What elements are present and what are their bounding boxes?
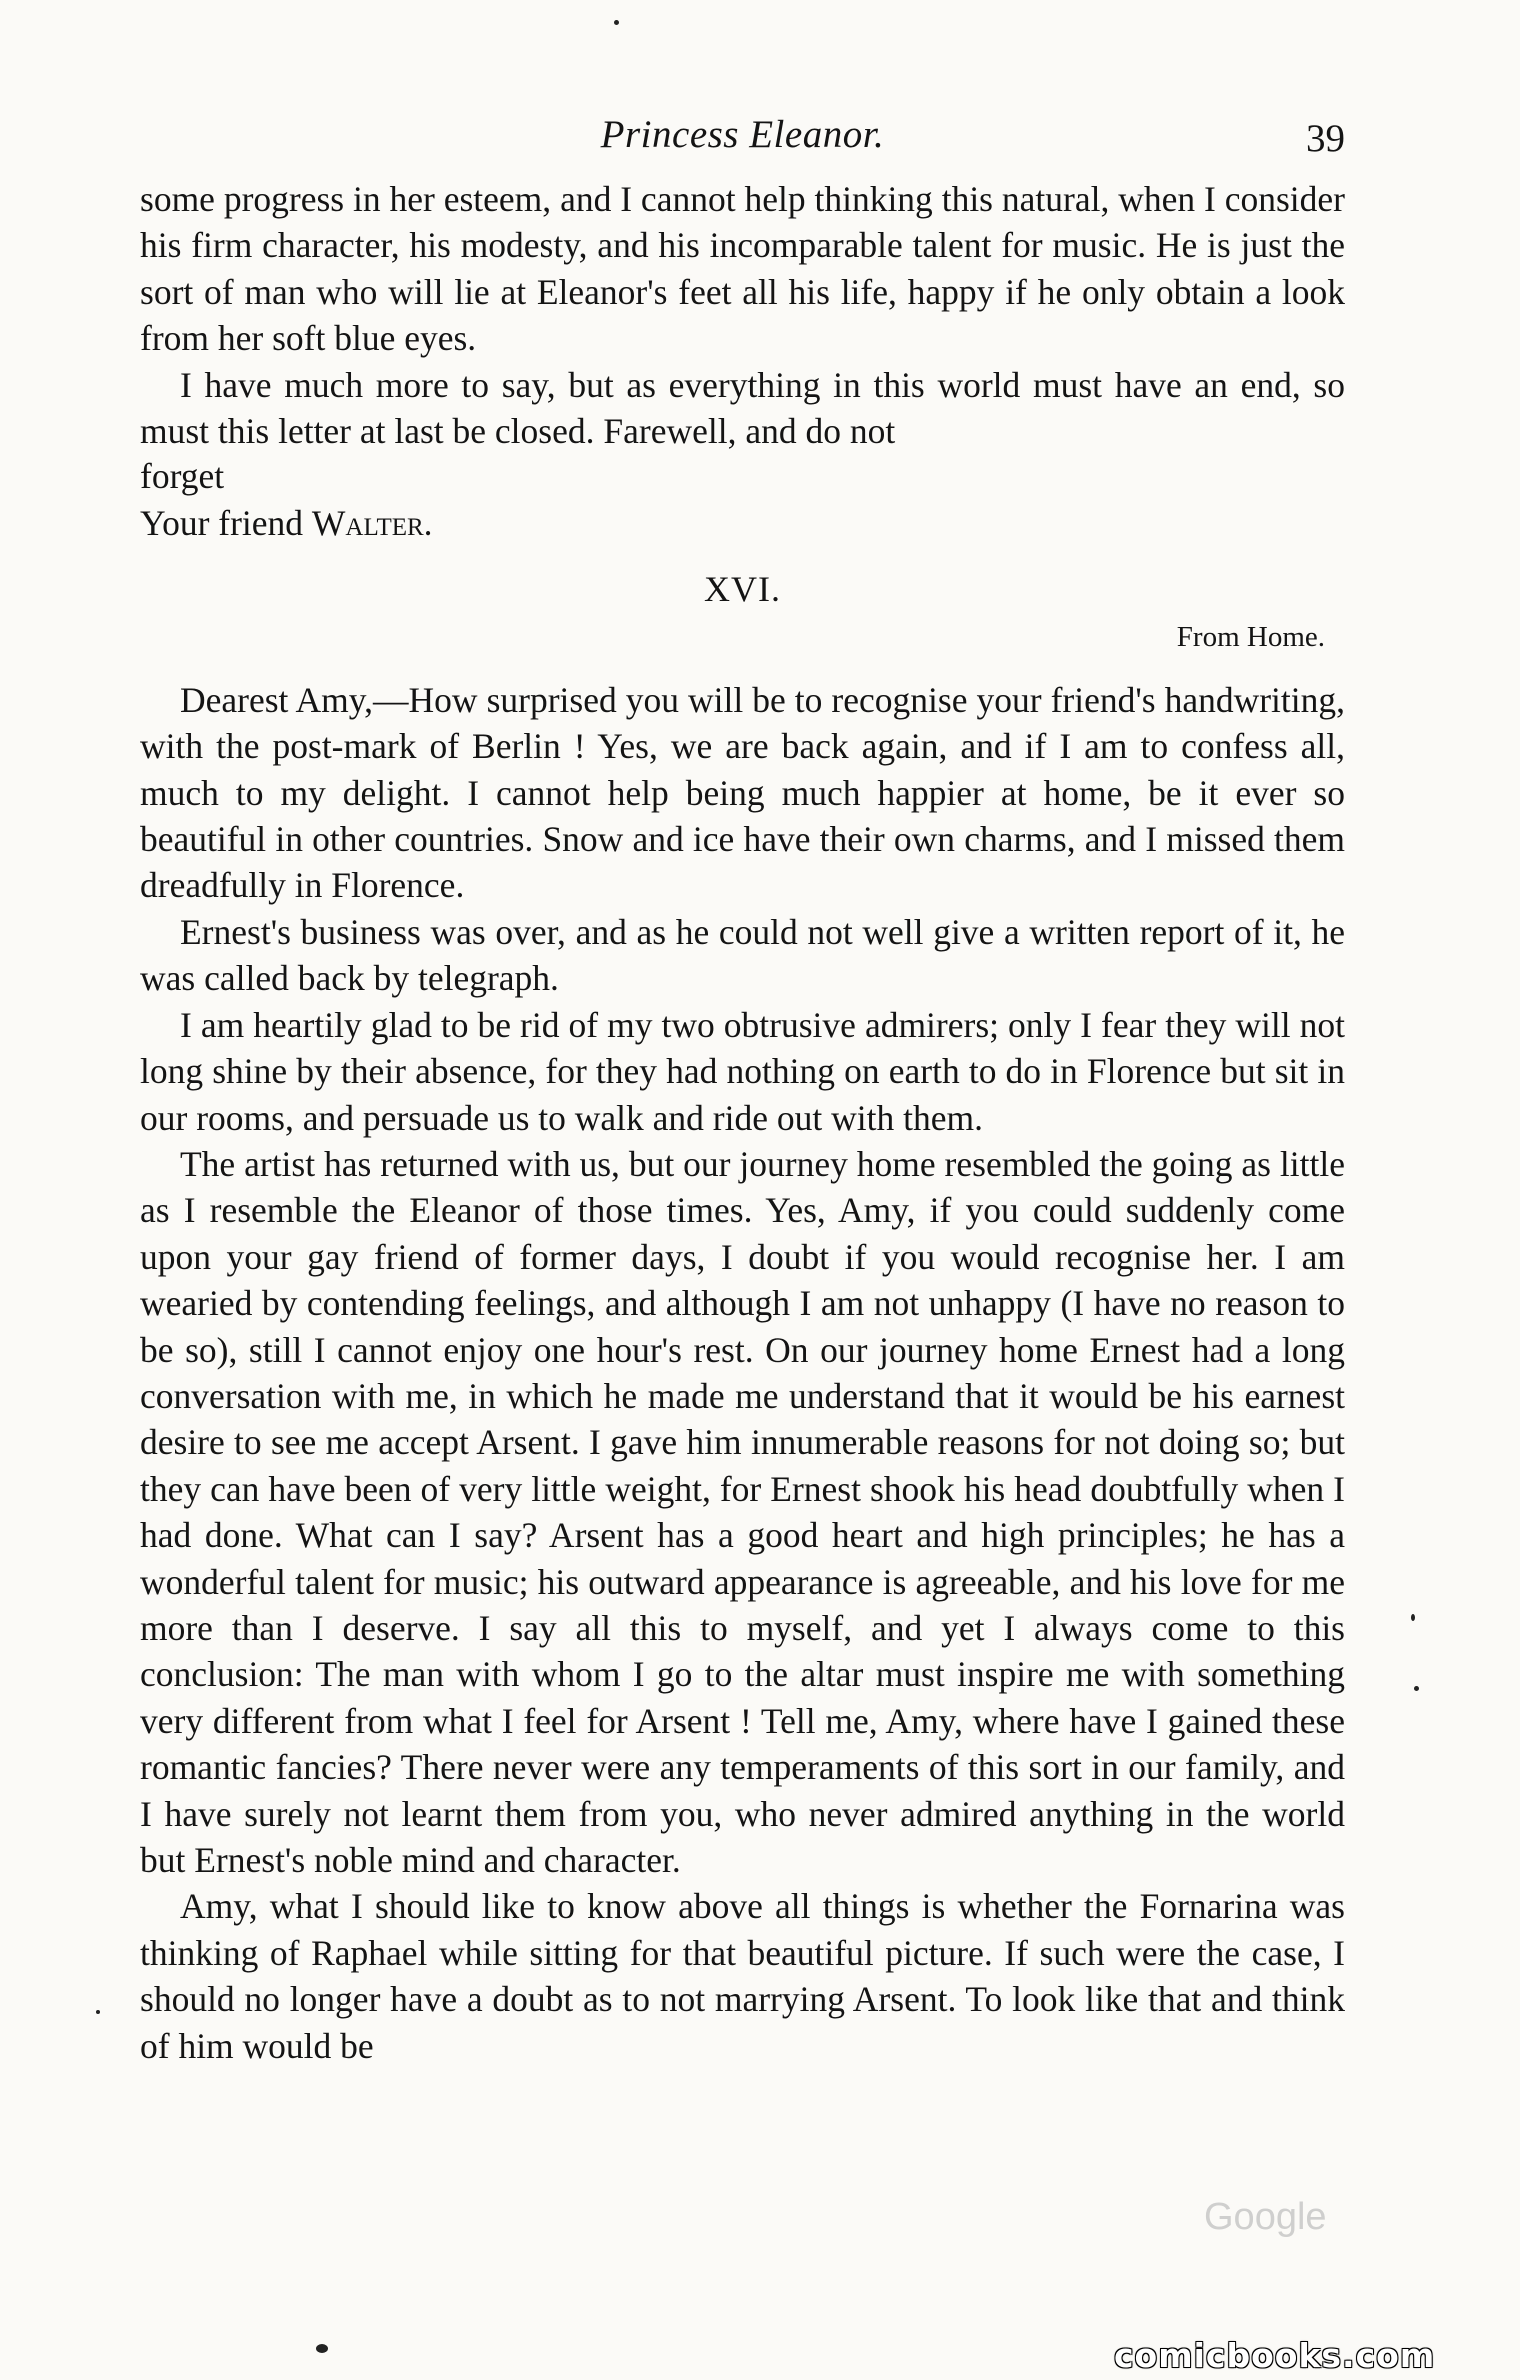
ink-speck — [316, 2344, 328, 2353]
signature — [140, 498, 1345, 548]
paragraph: I am heartily glad to be rid of my two obtrusive admirers; only I fear they will not long shine by their absence, for they had nothing on earth to do in Florence but sit in our rooms, and persuade us to walk and ride out with them. — [140, 1004, 1345, 1138]
site-watermark: comicbooks.com — [1114, 2336, 1436, 2375]
ink-speck — [96, 2010, 100, 2014]
paragraph: some progress in her esteem, and I cannot help thinking this natural, when I consider his firm character, his modesty, and his incomparable talent for music. He is just the sort of man who will lie at Eleanor's feet all his life, happy if he only obtain a look from her soft blue eyes. — [140, 179, 1345, 359]
ink-speck — [614, 20, 619, 25]
ink-speck — [1414, 1686, 1419, 1691]
ink-speck — [1411, 1614, 1415, 1621]
signature-prefix: Your friend — [140, 503, 304, 544]
paragraph: I have much more to say, but as everything in this world must have an end, so must this letter at last be closed. Farewell, and do not — [140, 364, 1345, 452]
page-body — [140, 176, 1345, 2069]
faint-watermark: Google — [1204, 2196, 1327, 2238]
signature-name: Walter. — [311, 503, 433, 544]
page-header — [140, 112, 1345, 174]
paragraph: Amy, what I should like to know above all things is whether the Fornarina was thinking of Raphael while sitting for that beautiful picture. If such were the case, I should no longer have a doubt as to not marrying Arsent. To look like that and think of him would be — [140, 1886, 1345, 2066]
page-number: 39 — [1306, 117, 1345, 160]
letter-closing: forget — [140, 456, 225, 497]
paragraph: Dearest Amy,—How surprised you will be to recognise your friend's handwriting, with the post-mark of Berlin ! Yes, we are back again, and if I am to confess all, much to my delight. I cannot help being much happier at home, be it ever so beautiful in other countries. Snow and ice have their own charms, and I missed them dreadfully in Florence. — [140, 679, 1345, 906]
paragraph: The artist has returned with us, but our journey home resembled the going as little as I resemble the Eleanor of those times. Yes, Amy, if you could suddenly come upon your gay friend of former days, I doubt if you would recognise her. I am wearied by contending feelings, and although I am not unhappy (I have no reason to be so), still I cannot enjoy one hour's rest. On our journey home Ernest had a long conversation with me, in which he made me understand that it would be his earnest desire to see me accept Arsent. I gave him innumerable reasons for not doing so; but they can have been of very little weight, for Ernest shook his head doubtfully when I had done. What can I say? Arsent has a good heart and high principles; he has a wonderful talent for music; his outward appearance is agreeable, and his love for me more than I deserve. I say all this to myself, and yet I always come to this conclusion: The man with whom I go to the altar must inspire me with something very different from what I feel for Arsent ! Tell me, Amy, where have I gained these romantic fancies? There never were any temperaments of this sort in our family, and I have surely not learnt them from you, who never admired anything in the world but Ernest's noble mind and character. — [140, 1143, 1345, 1880]
paragraph: Ernest's business was over, and as he could not well give a written report of it, he was called back by telegraph. — [140, 911, 1345, 999]
dateline: From Home. — [1176, 620, 1325, 653]
running-title: Princess Eleanor. — [600, 113, 885, 156]
section-heading: XVI. — [704, 569, 781, 610]
